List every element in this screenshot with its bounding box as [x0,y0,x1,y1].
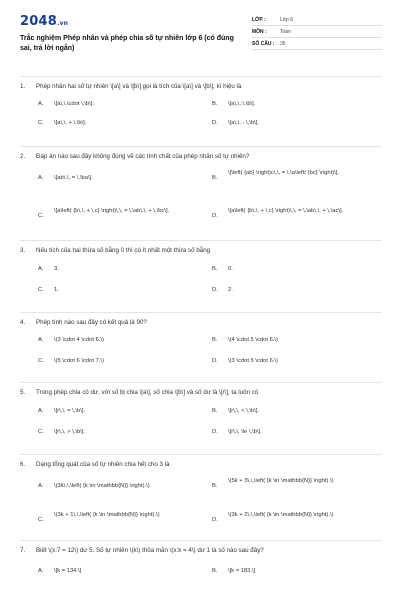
meta-value: 35 [280,40,286,47]
option-text: \(3k + 1\,\,\left( {k \in \mathbb{N}} \right).\) [54,512,160,518]
option-a[interactable] [38,265,188,274]
site-logo[interactable] [20,14,68,29]
option-text: 1. [54,287,59,293]
option-letter: A. [38,337,44,343]
meta-key: MÔN : [252,28,267,35]
option-text: \(3k + 2\,\,\left( {k \in \mathbb{N}} \right).\) [228,512,334,518]
option-letter: A. [38,408,44,414]
question-stem: Biết \(x:7 = 12\) dư 5. Số tự nhiên \(k\) thỏa mãn \(x:k = 4\) dư 1 là số nào sau đây? [36,547,264,554]
question-number: 6. [20,461,26,468]
option-letter: C. [38,517,44,523]
option-c[interactable] [38,428,188,437]
divider [20,146,382,147]
option-letter: A. [38,483,44,489]
question-number: 3. [20,247,26,254]
option-text: \(5 \cdot 6 \cdot 7.\) [54,358,104,364]
option-d[interactable] [212,286,372,295]
option-d[interactable] [212,428,372,437]
question-2 [20,152,382,219]
option-text: \[\left( {ab} \right)c\,\, = \,\a\left( {bc} \right)\]. [228,170,339,176]
question-1 [20,82,382,126]
option-text: \[a\left( {b\,\, + \,c} \right)\,\, = \,\ab\,\, + \,\bc\]. [54,208,170,214]
option-c[interactable] [38,119,188,128]
meta-row-subject [252,26,382,38]
question-stem: Phép nhân hai số tự nhiên \[a\] và \[b\] gọi là tích của \[a\] và \[b\], kí hiệu là [36,83,242,90]
option-letter: B. [212,175,218,181]
option-c[interactable] [38,207,208,219]
divider [20,240,382,241]
option-letter: D. [212,517,218,523]
meta-value: Lớp 6 [280,16,294,23]
option-letter: B. [212,568,218,574]
option-letter: B. [212,408,218,414]
logo-text: 2048 [20,14,57,29]
question-number: 7. [20,547,26,554]
question-text [20,82,382,91]
option-letter: C. [38,213,44,219]
option-a[interactable] [38,567,188,576]
option-b[interactable] [212,169,377,181]
option-a[interactable] [38,336,188,345]
option-text: \[r\,\, = \,\b\]. [54,408,86,414]
logo-suffix: .vn [56,20,69,27]
meta-key: LỚP : [252,16,266,23]
option-text: \(3 \cdot 5 \cdot 6.\) [228,358,278,364]
option-letter: A. [38,568,44,574]
question-text [20,388,382,397]
question-number: 1. [20,83,26,90]
option-letter: A. [38,266,44,272]
divider [20,382,382,383]
question-6 [20,460,382,523]
question-text [20,546,382,555]
divider [20,454,382,455]
question-text [20,318,382,327]
option-text: 0. [228,266,233,272]
question-stem: Đáp án nào sau đây không đúng về các tính chất của phép nhân số tự nhiên? [36,153,250,160]
option-text: \(4 \cdot 5 \cdot 6.\) [228,337,278,343]
meta-value: Toán [280,28,291,35]
option-a[interactable] [38,482,208,491]
meta-key: SỐ CÂU : [252,40,275,47]
divider [20,312,382,313]
option-b[interactable] [212,407,372,416]
option-text: \(3k\,\,\left( {k \in \mathbb{N}} \right).\) [54,483,150,489]
option-c[interactable] [38,511,208,523]
option-letter: A. [38,175,44,181]
worksheet-page [20,14,382,574]
option-text: 3. [54,266,59,272]
option-b[interactable] [212,265,372,274]
option-text: \[r\,\, > \,\b\]. [54,429,86,435]
option-text: \[r\,\, \le \,\b\]. [228,429,262,435]
question-4 [20,318,382,364]
option-letter: D. [212,213,218,219]
question-5 [20,388,382,435]
worksheet-header [20,14,382,74]
option-d[interactable] [212,119,372,128]
question-stem: Dạng tổng quát của số tự nhiên chia hết cho 3 là [36,461,170,468]
meta-info [252,14,382,50]
meta-row-count [252,38,382,50]
option-letter: C. [38,287,44,293]
option-letter: B. [212,483,218,489]
page-title: Trắc nghiệm Phép nhân và phép chia số tự nhiên lớp 6 (có đúng sai, trả lời ngắn) [20,35,234,52]
question-7 [20,546,382,574]
option-letter: B. [212,101,218,107]
option-text: \[r\,\, < \,\b\]. [228,408,260,414]
question-stem: Nếu tích của hai thừa số bằng 0 thì có ít nhất một thừa số bằng [36,247,211,254]
option-text: \[a\,\,:\,\b\]. [228,101,256,107]
option-c[interactable] [38,357,188,366]
option-b[interactable] [212,100,372,109]
divider [20,76,382,77]
option-a[interactable] [38,100,188,109]
question-stem: Trong phép chia có dư, với số bị chia \[a\], số chia \[b\] và số dư là \[r\], ta luôn có [36,389,259,396]
option-letter: C. [38,358,44,364]
option-b[interactable] [212,336,372,345]
meta-row-class [252,14,382,26]
option-letter: D. [212,358,218,364]
option-a[interactable] [38,407,188,416]
option-text: \[k = 134.\] [54,568,82,574]
option-letter: B. [212,337,218,343]
question-text [20,460,382,469]
option-letter: D. [212,429,218,435]
option-text: 2. [228,287,233,293]
option-d[interactable] [212,207,377,219]
question-stem: Phép tính nào sau đây có kết quả là 90? [36,319,147,326]
option-text: \[a\,\, + \,\b\]. [54,120,87,126]
option-letter: C. [38,429,44,435]
option-b[interactable] [212,567,372,576]
option-letter: A. [38,101,44,107]
option-text: \(3 \cdot 4 \cdot 6.\) [54,337,104,343]
question-number: 4. [20,319,26,326]
question-text [20,152,382,161]
option-text: \[a\,\, - \,\b\]. [228,120,259,126]
option-text: \[ab\,\, = \,\ba\]. [54,175,93,181]
option-a[interactable] [38,174,188,183]
option-text: \[k = 183.\] [228,568,256,574]
option-text: \[a\left( {b\,\, + \,c} \right)\,\, = \,\ab\,\, + \,\ac\]. [228,208,344,214]
question-number: 2. [20,153,26,160]
option-text: \[a\,\,\cdot \,\b\]. [54,101,94,107]
question-text [20,246,382,255]
option-d[interactable] [212,357,372,366]
question-3 [20,246,382,293]
option-d[interactable] [212,511,377,523]
option-c[interactable] [38,286,188,295]
option-letter: B. [212,266,218,272]
question-number: 5. [20,389,26,396]
option-letter: D. [212,287,218,293]
option-text: \(5k + 3\,\,\left( {k \in \mathbb{N}} \right).\) [228,478,334,484]
divider [20,540,382,541]
option-letter: D. [212,120,218,126]
option-letter: C. [38,120,44,126]
option-b[interactable] [212,477,377,489]
